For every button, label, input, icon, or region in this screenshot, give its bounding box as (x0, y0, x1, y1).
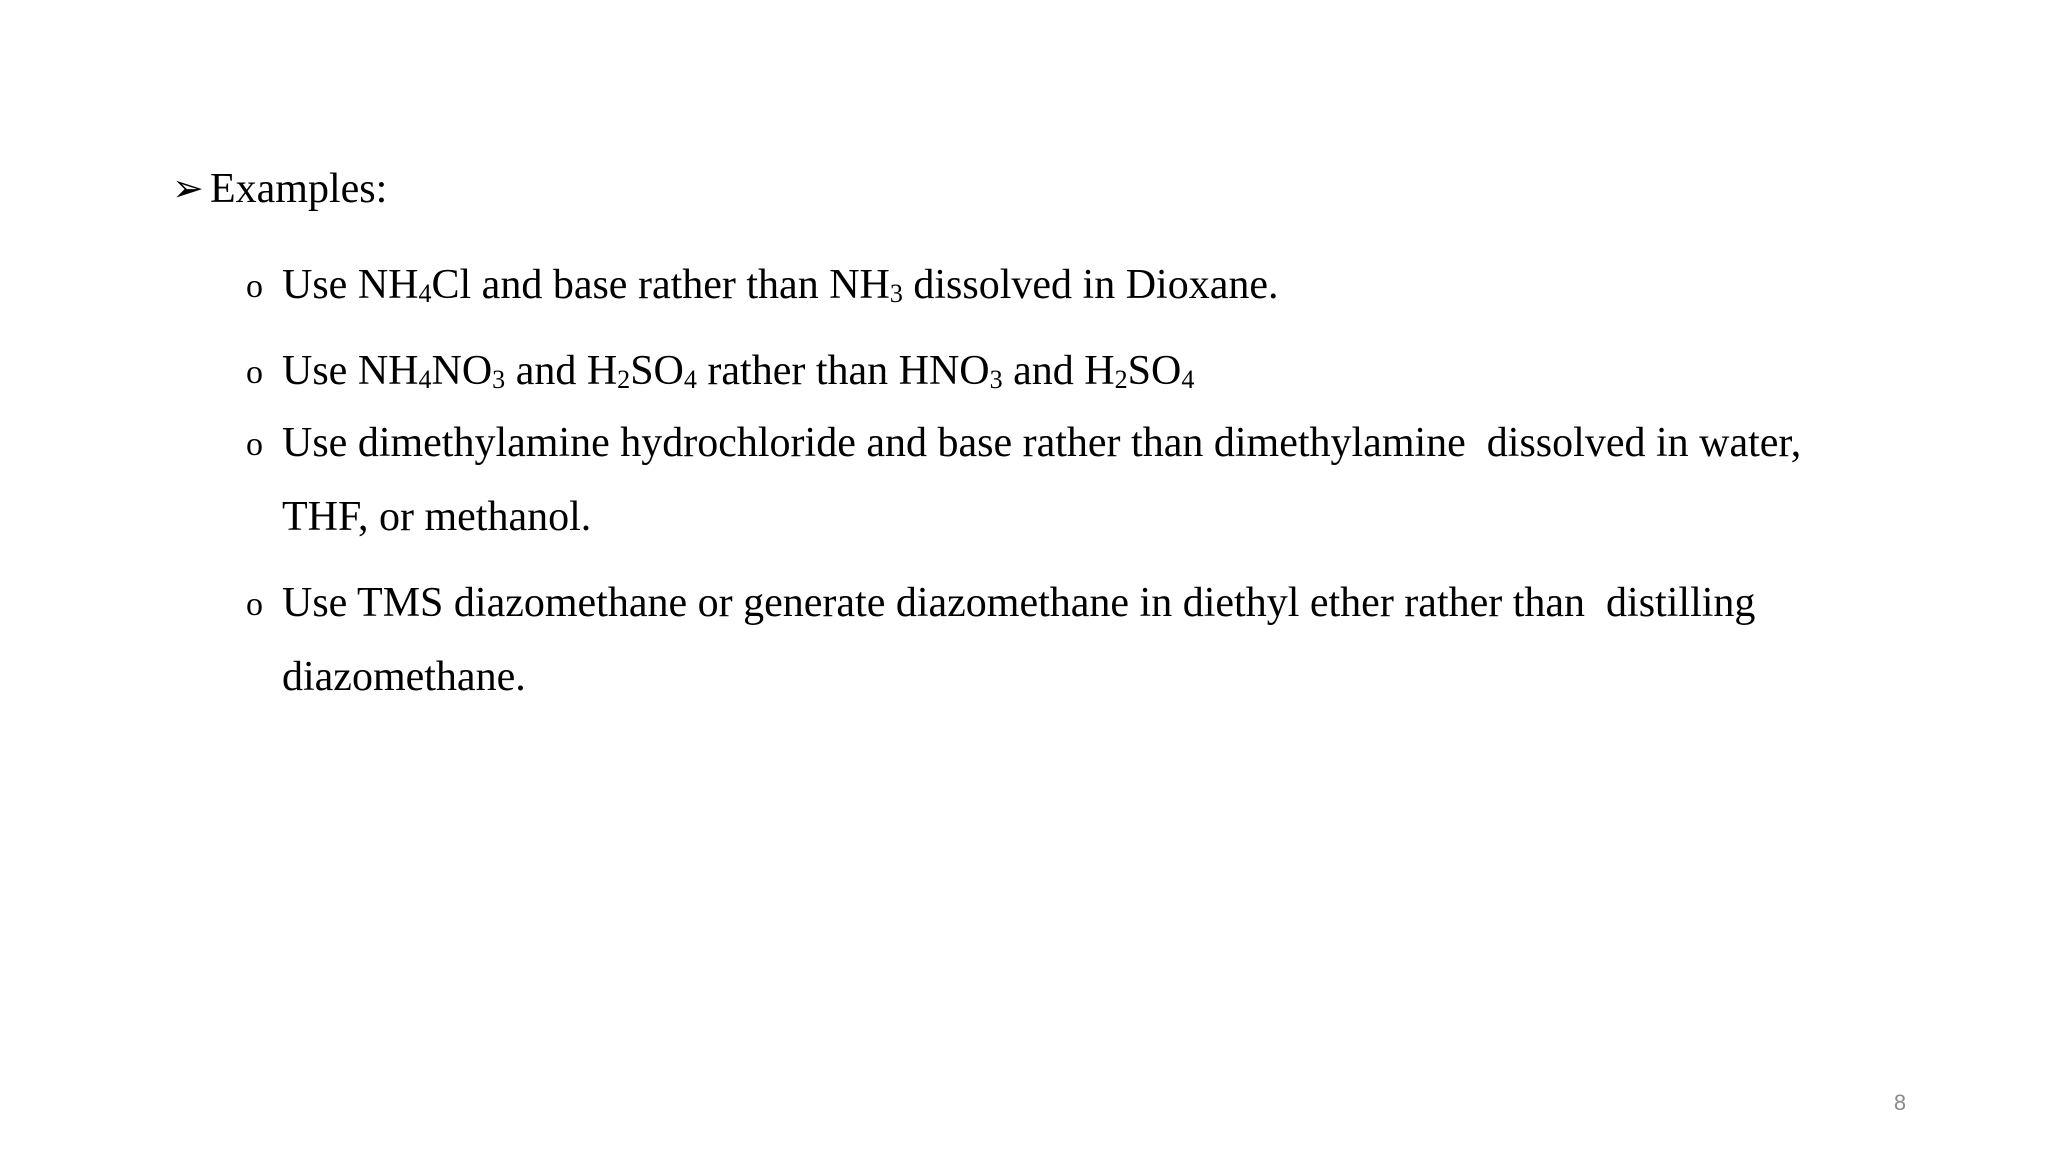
arrow-bullet-icon: ➢ (172, 168, 204, 210)
list-item-text: Use TMS diazomethane or generate diazomethane in diethyl ether rather than distilling diazomethane. (282, 580, 1766, 700)
page-number: 8 (1893, 1090, 1907, 1115)
list-item (246, 406, 1846, 554)
list-item (246, 566, 1846, 714)
heading-text: Examples: (210, 166, 388, 212)
examples-heading (172, 158, 387, 220)
list-item-text: Use dimethylamine hydrochloride and base rather than dimethylamine dissolved in water, THF, or methanol. (282, 420, 1811, 540)
list-item (246, 248, 1846, 322)
circle-bullet-icon: o (246, 268, 263, 305)
list-item-text: Use $NH_4NO_3$ and $H_2SO_4$ rather than $HNO_3$ and $H_2SO_4$ (282, 348, 1195, 394)
circle-bullet-icon: o (246, 426, 263, 463)
circle-bullet-icon: o (246, 586, 263, 623)
examples-list (246, 248, 1846, 714)
list-item (246, 334, 1846, 408)
circle-bullet-icon: o (246, 354, 263, 391)
list-item-text: Use $NH_4Cl$ and base rather than $NH_3$ dissolved in Dioxane. (282, 262, 1279, 308)
